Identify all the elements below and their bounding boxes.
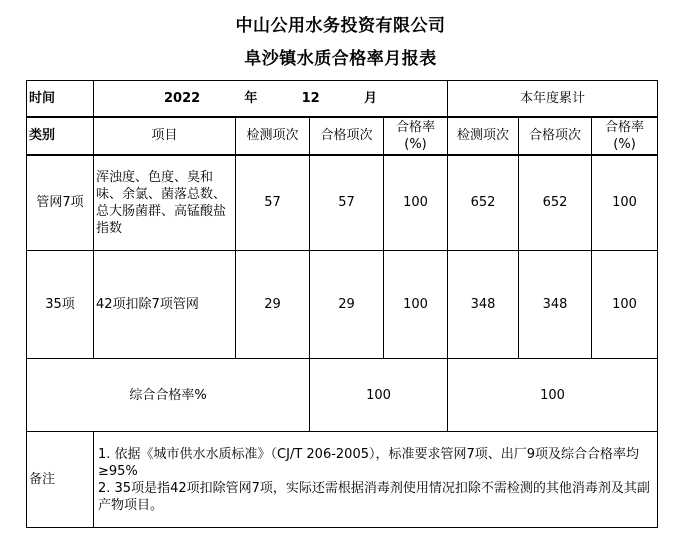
row-category: 35项 — [27, 251, 94, 359]
quality-report-table — [26, 80, 658, 528]
company-title: 中山公用水务投资有限公司 — [235, 16, 446, 36]
table-row — [27, 155, 658, 251]
notes-content — [94, 432, 658, 528]
col-rate: 合格率(%) — [384, 117, 448, 155]
table-row — [27, 251, 658, 359]
row-items: 42项扣除7项管网 — [94, 251, 236, 359]
row-tested-year: 652 — [448, 155, 519, 251]
row-rate: 100 — [384, 251, 448, 359]
annual-cumulative-label: 本年度累计 — [448, 81, 658, 117]
col-passed-year: 合格项次 — [519, 117, 592, 155]
row-passed-year: 348 — [519, 251, 592, 359]
col-tested-year: 检测项次 — [448, 117, 519, 155]
col-passed: 合格项次 — [310, 117, 384, 155]
overall-row — [27, 359, 658, 432]
row-category: 管网7项 — [27, 155, 94, 251]
report-period — [94, 81, 448, 117]
row-rate-year: 100 — [592, 251, 658, 359]
row-tested-year: 348 — [448, 251, 519, 359]
row-tested: 29 — [236, 251, 310, 359]
notes-label: 备注 — [27, 432, 94, 528]
row-tested: 57 — [236, 155, 310, 251]
year-unit: 年 — [244, 90, 258, 106]
row-items: 浑浊度、色度、臭和味、余氯、菌落总数、总大肠菌群、高锰酸盐指数 — [94, 155, 236, 251]
col-tested: 检测项次 — [236, 117, 310, 155]
col-category: 类别 — [27, 117, 94, 155]
col-rate-year: 合格率(%) — [592, 117, 658, 155]
month-unit: 月 — [363, 90, 377, 106]
year-value: 2022 — [164, 90, 201, 106]
overall-month-value: 100 — [310, 359, 448, 432]
notes-row — [27, 432, 658, 528]
report-title: 阜沙镇水质合格率月报表 — [244, 49, 437, 69]
row-passed: 57 — [310, 155, 384, 251]
row-rate-year: 100 — [592, 155, 658, 251]
row-passed: 29 — [310, 251, 384, 359]
month-value: 12 — [301, 90, 320, 106]
time-label: 时间 — [27, 81, 94, 117]
note-line-2: 2. 35项是指42项扣除管网7项，实际还需根据消毒剂使用情况扣除不需检测的其他消毒剂及其副产物项目。 — [98, 480, 650, 513]
note-line-1: 1. 依据《城市供水水质标准》（CJ/T 206-2005），标准要求管网7项、出厂9项及综合合格率均≥95% — [98, 446, 640, 479]
overall-year-value: 100 — [448, 359, 658, 432]
row-passed-year: 652 — [519, 155, 592, 251]
col-item: 项目 — [94, 117, 236, 155]
overall-label: 综合合格率% — [27, 359, 310, 432]
row-rate: 100 — [384, 155, 448, 251]
